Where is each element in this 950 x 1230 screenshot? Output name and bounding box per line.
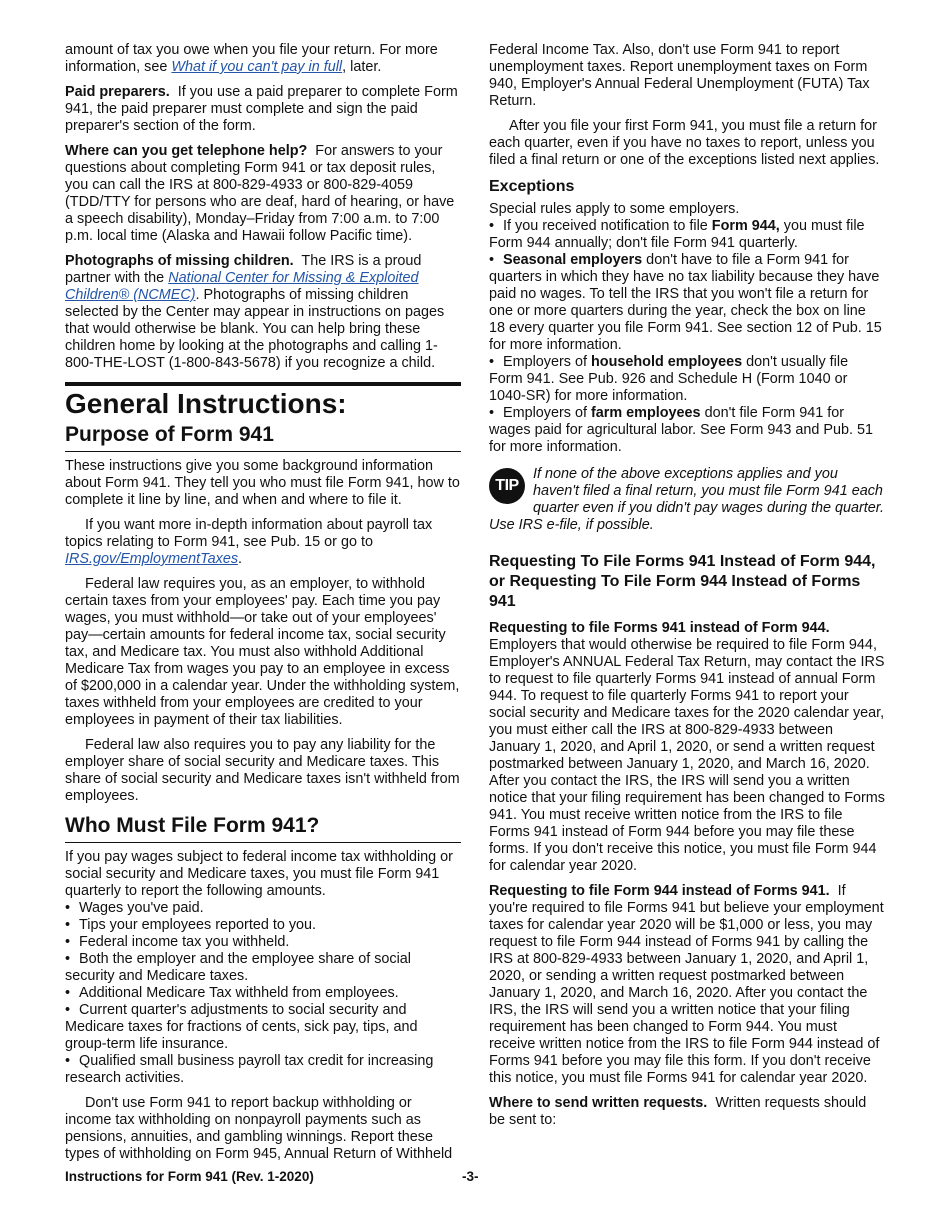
purpose-paragraph-1: These instructions give you some background information about Form 941. They tell you who must file Form 941, how to complete it line by line, and when and where to file it. xyxy=(65,458,460,508)
text: Employers of xyxy=(503,354,591,370)
who-must-file-title: Who Must File Form 941? xyxy=(65,813,461,843)
cant-pay-link[interactable]: What if you can't pay in full xyxy=(171,59,343,75)
requesting-title: Requesting To File Forms 941 Instead of Form 944, or Requesting To File Form 944 Instead of Forms 941 xyxy=(489,553,876,610)
text: don't have to file a Form 941 for quarters in which they have no tax liability because they have paid no wages. To tell the IRS that you won't file a return for one or more quarters during the year, check the box on line 18 every quarter you file Form 941. See section 12 of Pub. 15 for more information. xyxy=(489,252,882,353)
who-must-file-intro: If you pay wages subject to federal income tax withholding or social security and Medicare taxes, you must file Form 941 quarterly to report the following amounts. xyxy=(65,849,453,899)
list-item xyxy=(65,900,461,917)
text: Employers that would otherwise be required to file Form 944, Employer's ANNUAL Federal Tax Return, may contact the IRS to request to file quarterly Forms 941 instead of annual Form 944. To request to file quarterly Forms 941 to report your social security and Medicare taxes for the 2020 calendar year, you must either call the IRS at 800-829-4933 between January 1, 2020, and April 1, 2020, or send a written request postmarked between January 1, 2020, and March 16, 2020. After you contact the IRS, the IRS will send you a written notice that your filing requirement has been changed to Forms 941. You must receive written notice from the IRS to file Forms 941 instead of Form 944 before you may file these forms. If you don't receive this notice, you must file Form 944 for calendar year 2020. xyxy=(489,637,885,874)
bullet: • xyxy=(65,1002,71,1018)
footer-page-number: -3- xyxy=(462,1169,479,1184)
left-column xyxy=(65,42,461,1171)
telephone-help-heading: Where can you get telephone help? xyxy=(65,143,308,159)
bullet: • xyxy=(65,900,71,916)
list-item xyxy=(489,252,885,354)
exceptions-list xyxy=(489,218,885,456)
bullet: • xyxy=(65,917,71,933)
text: Written requests should be sent to: xyxy=(489,1095,867,1128)
text: . Photographs of missing children selected by the Center may appear in instructions on pages that would otherwise be blank. You can help bring these children home by looking at the photographs and calling 1-800-THE-LOST (1-800-843-5678) if you recognize a child. xyxy=(65,287,445,371)
text: Tips your employees reported to you. xyxy=(79,917,317,933)
bullet: • xyxy=(65,951,71,967)
tip-icon: TIP xyxy=(489,468,525,504)
text: Additional Medicare Tax withheld from employees. xyxy=(79,985,399,1001)
continued-paragraph xyxy=(65,42,461,76)
bullet: • xyxy=(489,354,495,370)
text: Qualified small business payroll tax credit for increasing research activities. xyxy=(65,1053,434,1086)
where-to-send-paragraph xyxy=(489,1095,885,1129)
right-column xyxy=(489,42,885,1137)
bullet: • xyxy=(489,252,495,268)
bullet: • xyxy=(65,1053,71,1069)
list-item xyxy=(489,218,885,252)
purpose-paragraph-2 xyxy=(65,517,461,568)
telephone-help-paragraph xyxy=(65,143,461,245)
purpose-title: Purpose of Form 941 xyxy=(65,422,461,452)
list-item xyxy=(65,917,461,934)
request-944-paragraph xyxy=(489,883,885,1087)
employment-taxes-link[interactable]: IRS.gov/EmploymentTaxes xyxy=(65,551,239,567)
where-to-send-heading: Where to send written requests. xyxy=(489,1095,708,1111)
paid-preparers-heading: Paid preparers. xyxy=(65,84,170,100)
list-item xyxy=(65,934,461,951)
missing-children-paragraph xyxy=(65,253,461,372)
text: , later. xyxy=(342,59,382,75)
list-item xyxy=(65,1002,461,1053)
continued-paragraph-right: Federal Income Tax. Also, don't use Form 941 to report unemployment taxes. Report unemployment taxes on Form 940, Employer's Annual Federal Unemployment (FUTA) Tax Return. xyxy=(489,42,870,109)
text: . xyxy=(238,551,243,567)
after-first-form-paragraph: After you file your first Form 941, you must file a return for each quarter, even if you have no taxes to report, unless you filed a final return or one of the exceptions listed next applies. xyxy=(489,118,880,168)
list-item xyxy=(489,354,885,405)
footer-document-title: Instructions for Form 941 (Rev. 1-2020) xyxy=(65,1169,314,1184)
text: don't file Form 941 for wages paid for agricultural labor. See Form 943 and Pub. 51 for more information. xyxy=(489,405,873,455)
bold-text: farm employees xyxy=(590,405,701,421)
bold-text: household employees xyxy=(590,354,743,370)
text: Wages you've paid. xyxy=(79,900,204,916)
missing-children-heading: Photographs of missing children. xyxy=(65,253,294,269)
ncmec-link[interactable]: National Center for Missing & Exploited Children® (NCMEC) xyxy=(65,270,419,303)
exceptions-intro: Special rules apply to some employers. xyxy=(489,201,740,217)
exceptions-title: Exceptions xyxy=(489,178,575,195)
bold-text: Form 944, xyxy=(711,218,780,234)
bullet: • xyxy=(65,985,71,1001)
purpose-paragraph-4: Federal law also requires you to pay any liability for the employer share of social security and Medicare taxes. This share of social security and Medicare taxes isn't withheld from employees. xyxy=(65,737,460,804)
tip-text: If none of the above exceptions applies and you haven't filed a final return, you must file Form 941 each quarter even if you didn't pay wages during the quarter. Use IRS e-file, if possible. xyxy=(489,466,885,533)
purpose-paragraph-3: Federal law requires you, as an employer, to withhold certain taxes from your employees' pay. Each time you pay wages, you must withhold—or take out of your employees' pay—certain amounts for federal income tax, social security tax, and Medicare tax. You must also withhold Additional Medicare Tax from wages you pay to an employee in excess of $200,000 in a calendar year. Under the withholding system, taxes withheld from your employees are credited to your employees in payment of their tax liabilities. xyxy=(65,576,460,728)
text: you must file Form 944 annually; don't file Form 941 quarterly. xyxy=(489,218,865,251)
text: The IRS is a proud partner with the xyxy=(65,253,422,286)
list-item xyxy=(65,951,461,985)
paid-preparers-paragraph xyxy=(65,84,461,135)
bullet: • xyxy=(489,218,495,234)
list-item xyxy=(65,1053,461,1087)
text: don't usually file Form 941. See Pub. 926 and Schedule H (Form 1040 or 1040-SR) for more information. xyxy=(489,354,849,404)
who-must-file-list xyxy=(65,900,461,1087)
text: Employers of xyxy=(503,405,591,421)
text: Federal income tax you withheld. xyxy=(79,934,290,950)
request-941-heading: Requesting to file Forms 941 instead of Form 944. xyxy=(489,620,830,636)
text: For answers to your questions about completing Form 941 or tax deposit rules, you can call the IRS at 800-829-4933 or 800-829-4059 (TDD/TTY for persons who are deaf, hard of hearing, or have a speech disability), Monday–Friday from 7:00 a.m. to 7:00 p.m. local time (Alaska and Hawaii follow Pacific time). xyxy=(65,143,455,244)
who-must-file-end: Don't use Form 941 to report backup withholding or income tax withholding on nonpayroll payments such as pensions, annuities, and gambling winnings. Report these types of withholding on Form 945, Annual Return of Withheld xyxy=(65,1095,453,1162)
list-item xyxy=(489,405,885,456)
text: If you're required to file Forms 941 but believe your employment taxes for calendar year 2020 will be $1,000 or less, you may request to file Form 944 instead of Forms 941 by calling the IRS at 800-829-4933 between January 1, 2020, and April 1, 2020, or sending a written request postmarked between January 1, 2020, and March 16, 2020. After you contact the IRS, the IRS will send you a written notice that your filing requirement has been changed to Form 944. You must receive written notice from the IRS to file Form 944 instead of Forms 941 before you may file this form. If you don't receive this notice, you must file Forms 941 for calendar year 2020. xyxy=(489,883,884,1086)
bullet: • xyxy=(65,934,71,950)
request-944-heading: Requesting to file Form 944 instead of Forms 941. xyxy=(489,883,830,899)
tip-box xyxy=(489,466,885,534)
text: Both the employer and the employee share of social security and Medicare taxes. xyxy=(65,951,411,984)
general-instructions-title: General Instructions: xyxy=(65,388,347,419)
text: If you want more in-depth information about payroll tax topics relating to Form 941, see Pub. 15 or go to xyxy=(65,517,433,550)
section-divider xyxy=(65,382,461,386)
text: amount of tax you owe when you file your return. For more information, see xyxy=(65,42,438,75)
list-item xyxy=(65,985,461,1002)
bold-text: Seasonal employers xyxy=(503,252,643,268)
text: Current quarter's adjustments to social security and Medicare taxes for fractions of cents, sick pay, tips, and group-term life insurance. xyxy=(65,1002,418,1052)
text: If you use a paid preparer to complete Form 941, the paid preparer must complete and sign the paid preparer's section of the form. xyxy=(65,84,458,134)
bullet: • xyxy=(489,405,495,421)
request-941-paragraph xyxy=(489,620,885,875)
text: If you received notification to file xyxy=(503,218,712,234)
